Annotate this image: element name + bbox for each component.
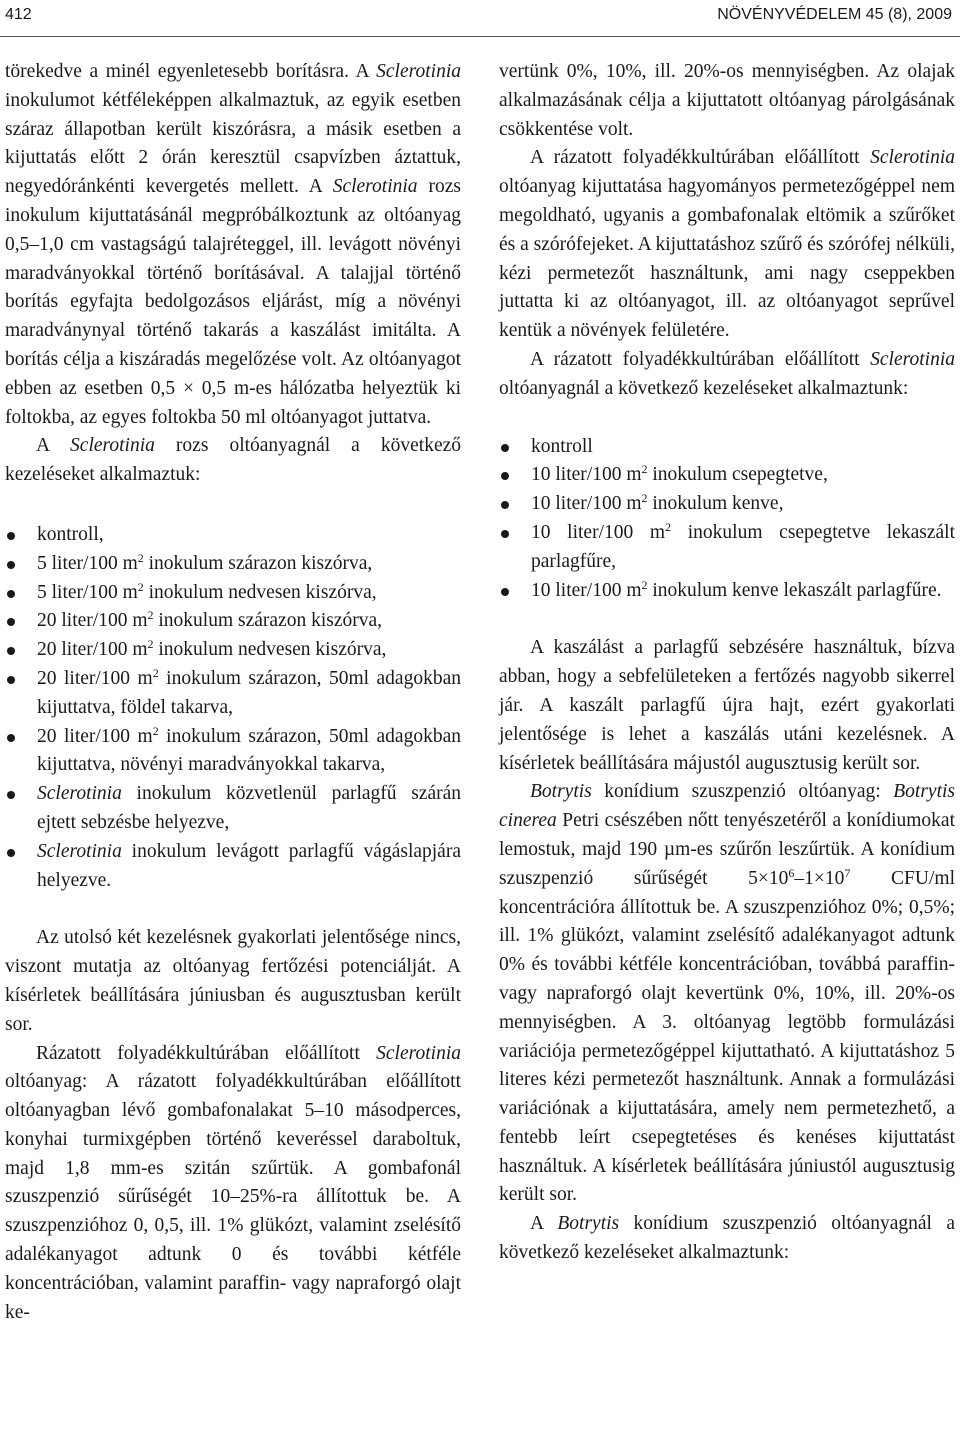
list-item: 5 liter/100 $m^2$ inokulum nedvesen kiszórva, xyxy=(5,579,461,608)
paragraph: A Botrytis konídium szuszpenzió oltóanyagnál a következő kezeléseket alkalmaztunk: xyxy=(499,1213,955,1264)
paragraph: A rázatott folyadékkultúrában előállított Sclerotinia oltóanyag kijuttatása hagyományos permetezőgéppel nem megoldható, ugyanis a gombafonalak eltömik a szűrőket és a szórófejeket. A kijuttatáshoz szűrő és szórófej nélküli, kézi permetezőt használtunk, ami nagy cseppekben juttatta ki az oltóanyagot, ill. az oltóanyagot seprűvel kentük a növények felületére. xyxy=(499,147,955,342)
right-column xyxy=(499,58,955,1268)
list-item: 10 liter/100 $m^2$ inokulum csepegtetve, xyxy=(499,461,955,490)
list-item: 20 liter/100 $m^2$ inokulum szárazon kiszórva, xyxy=(5,607,461,636)
left-column xyxy=(5,58,461,1327)
paragraph: Az utolsó két kezelésnek gyakorlati jelentősége nincs, viszont mutatja az oltóanyag fertőzési potenciálját. A kísérletek beállítására júniusban és augusztusban került sor. xyxy=(5,927,461,1035)
header-rule xyxy=(0,36,960,37)
treatment-list xyxy=(5,521,461,895)
list-item: Sclerotinia inokulum levágott parlagfű vágáslapjára helyezve. xyxy=(5,838,461,896)
paragraph: Rázatott folyadékkultúrában előállított Sclerotinia oltóanyag: A rázatott folyadékkultúrában előállított oltóanyagban lévő gombafonalakat 5–10 másodperces, konyhai turmixgépben történő keveréssel daraboltuk, majd 1,8 mm-es szitán szűrtük. A gombafonál szuszpenzió sűrűségét 10–25%-ra állítottuk be. A szuszpenzióhoz 0, 0,5, ill. 1% glükózt, valamint zselésítő adalékanyagot adtunk 0 és további kétféle koncentrációban, valamint paraffin- vagy napraforgó olajt ke- xyxy=(5,1042,461,1323)
list-item: 5 liter/100 $m^2$ inokulum szárazon kiszórva, xyxy=(5,550,461,579)
paragraph: vertünk 0%, 10%, ill. 20%-os mennyiségben. Az olajak alkalmazásának célja a kijuttatott oltóanyag párolgásának csökkentése volt. xyxy=(499,61,955,140)
list-item: 10 liter/100 $m^2$ inokulum kenve, xyxy=(499,490,955,519)
paragraph: A Sclerotinia rozs oltóanyagnál a következő kezeléseket alkalmaztuk: xyxy=(5,435,461,486)
list-item: 10 liter/100 $m^2$ inokulum kenve lekaszált parlagfűre. xyxy=(499,577,955,606)
list-item: 20 liter/100 $m^2$ inokulum szárazon, 50ml adagokban kijuttatva, növényi maradványokkal takarva, xyxy=(5,723,461,781)
paragraph: törekedve a minél egyenletesebb borításra. A Sclerotinia inokulumot kétféleképpen alkalmaztuk, az egyik esetben száraz állapotban került kiszórásra, a másik esetben a kijuttatás előtt 2 órán keresztül csapvízben áztattuk, negyedóránkénti kevergetés mellett. A Sclerotinia rozs inokulum kijuttatásánál megpróbálkoztunk az oltóanyag 0,5–1,0 cm vastagságú talajréteggel, ill. levágott növényi maradványokkal történő borításával. A talajjal történő borítás egyfajta bedolgozásos eljárást, míg a növényi maradványnyal történő takarás a kaszálást imitálta. A borítás célja a kiszáradás megelőzése volt. Az oltóanyagot ebben az esetben 0,5 × 0,5 m-es hálózatba helyeztük ki foltokba, az egyes foltokba 50 ml oltóanyagot juttatva. xyxy=(5,61,461,428)
journal-reference: NÖVÉNYVÉDELEM 45 (8), 2009 xyxy=(717,6,952,23)
paragraph: A kaszálást a parlagfű sebzésére használtuk, bízva abban, hogy a sebfelületeken a fertőzés nagyobb sikerrel jár. A kaszált parlagfű újra hajt, ezért gyakorlati jelentősége is lehet a kaszálás utáni kezelésnek. A kísérletek beállítására májustól augusztusig került sor. xyxy=(499,637,955,774)
list-item: 10 liter/100 $m^2$ inokulum csepegtetve lekaszált parlagfűre, xyxy=(499,519,955,577)
list-item: Sclerotinia inokulum közvetlenül parlagfű szárán ejtett sebzésbe helyezve, xyxy=(5,780,461,838)
list-item: 20 liter/100 $m^2$ inokulum nedvesen kiszórva, xyxy=(5,636,461,665)
paragraph: A rázatott folyadékkultúrában előállított Sclerotinia oltóanyagnál a következő kezeléseket alkalmaztunk: xyxy=(499,348,955,399)
page-header xyxy=(5,4,952,30)
list-item: kontroll, xyxy=(5,521,461,550)
list-item: kontroll xyxy=(499,433,955,462)
paragraph: Botrytis konídium szuszpenzió oltóanyag: Botrytis cinerea Petri csészében nőtt tenyészetéről a konídiumokat lemostuk, majd 190 µm-es szűrőn leszűrtük. A konídium szuszpenzió sűrűségét $5\times 10^6-1\times 10^7$ CFU/ml koncentrációra állítottuk be. A szuszpenzióhoz 0%; 0,5%; ill. 1% glükózt, valamint zselésítő adalékanyagot adtunk 0% és további kétféle koncentrációban, továbbá paraffin- vagy napraforgó olajt kevertünk 0%, 10%, ill. 20%-os mennyiségben. A 3. oltóanyag legtöbb formulázási variációja permetezőgéppel kijuttatható. A kijuttatáshoz 5 literes kézi permetezőt használtunk. Annak a formulázási variációnak a kijuttatására, amely nem permetezhető, a fentebb leírt csepegtetéses és kenéses kijuttatást használtuk. A kísérletek beállítására júniustól augusztusig került sor. xyxy=(499,781,955,1206)
list-item: 20 liter/100 $m^2$ inokulum szárazon, 50ml adagokban kijuttatva, földel takarva, xyxy=(5,665,461,723)
treatment-list xyxy=(499,433,955,606)
page-number: 412 xyxy=(5,6,32,23)
